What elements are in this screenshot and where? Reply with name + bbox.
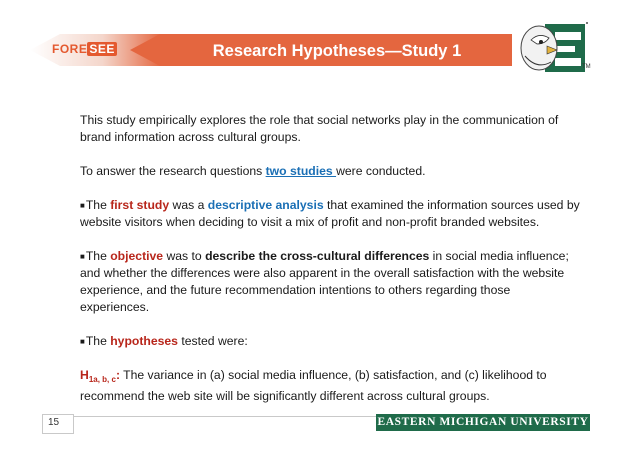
objective-mid: was to — [163, 249, 206, 263]
objective-paragraph — [80, 248, 580, 316]
hypotheses-intro-paragraph — [80, 333, 580, 350]
studies-text-before: To answer the research questions — [80, 164, 266, 178]
university-wordmark: EASTERN MICHIGAN UNIVERSITY — [376, 414, 590, 431]
bullet-icon: ■ — [80, 201, 85, 210]
hypotheses-highlight: hypotheses — [110, 334, 178, 348]
decorative-dot — [586, 22, 588, 24]
hypothesis-label: H — [80, 368, 89, 382]
first-study-post: that examined the information sources used by website visitors when deciding to visit a mix of profit and non-profit branded websites. — [80, 198, 580, 229]
descriptive-analysis-highlight: descriptive analysis — [207, 198, 324, 212]
bullet-icon: ■ — [80, 252, 85, 261]
hypothesis-text: The variance in (a) social media influence, (b) satisfaction, and (c) likelihood to recommend the web site will be significantly different across cultural groups. — [80, 368, 547, 403]
studies-text-after: were conducted. — [336, 164, 426, 178]
eagle-e-logo-icon — [517, 20, 589, 76]
objective-highlight: objective — [110, 249, 164, 263]
hypotheses-pre: The — [85, 334, 111, 348]
page-number: 15 — [48, 417, 60, 428]
studies-paragraph — [80, 163, 580, 180]
bullet-icon: ■ — [80, 337, 85, 346]
foresee-logo — [52, 42, 117, 56]
first-study-pre: The — [85, 198, 111, 212]
first-study-mid: was a — [169, 198, 208, 212]
logo-see: SEE — [89, 42, 115, 56]
two-studies-highlight: two studies — [265, 164, 337, 178]
hypothesis-subscript: 1a, b, c — [88, 375, 116, 384]
intro-paragraph: This study empirically explores the role that social networks play in the communication of brand information across cultural groups. — [80, 113, 559, 144]
logo-fore: FORE — [52, 42, 88, 56]
page-title: Research Hypotheses—Study 1 — [212, 42, 462, 60]
trademark-mark: TM — [582, 64, 591, 70]
slide-body — [80, 112, 580, 422]
first-study-paragraph — [80, 197, 580, 231]
hypothesis-statement — [80, 367, 580, 405]
hypotheses-post: tested were: — [177, 334, 248, 348]
first-study-highlight: first study — [110, 198, 170, 212]
objective-post: in social media influence; and whether the differences were also apparent in the overall satisfaction with the website experience, and the future recommendation intentions to others regarding those experiences. — [80, 249, 569, 314]
cross-cultural-highlight: describe the cross-cultural differences — [205, 249, 430, 263]
objective-pre: The — [85, 249, 111, 263]
hypothesis-colon: : — [115, 368, 120, 382]
